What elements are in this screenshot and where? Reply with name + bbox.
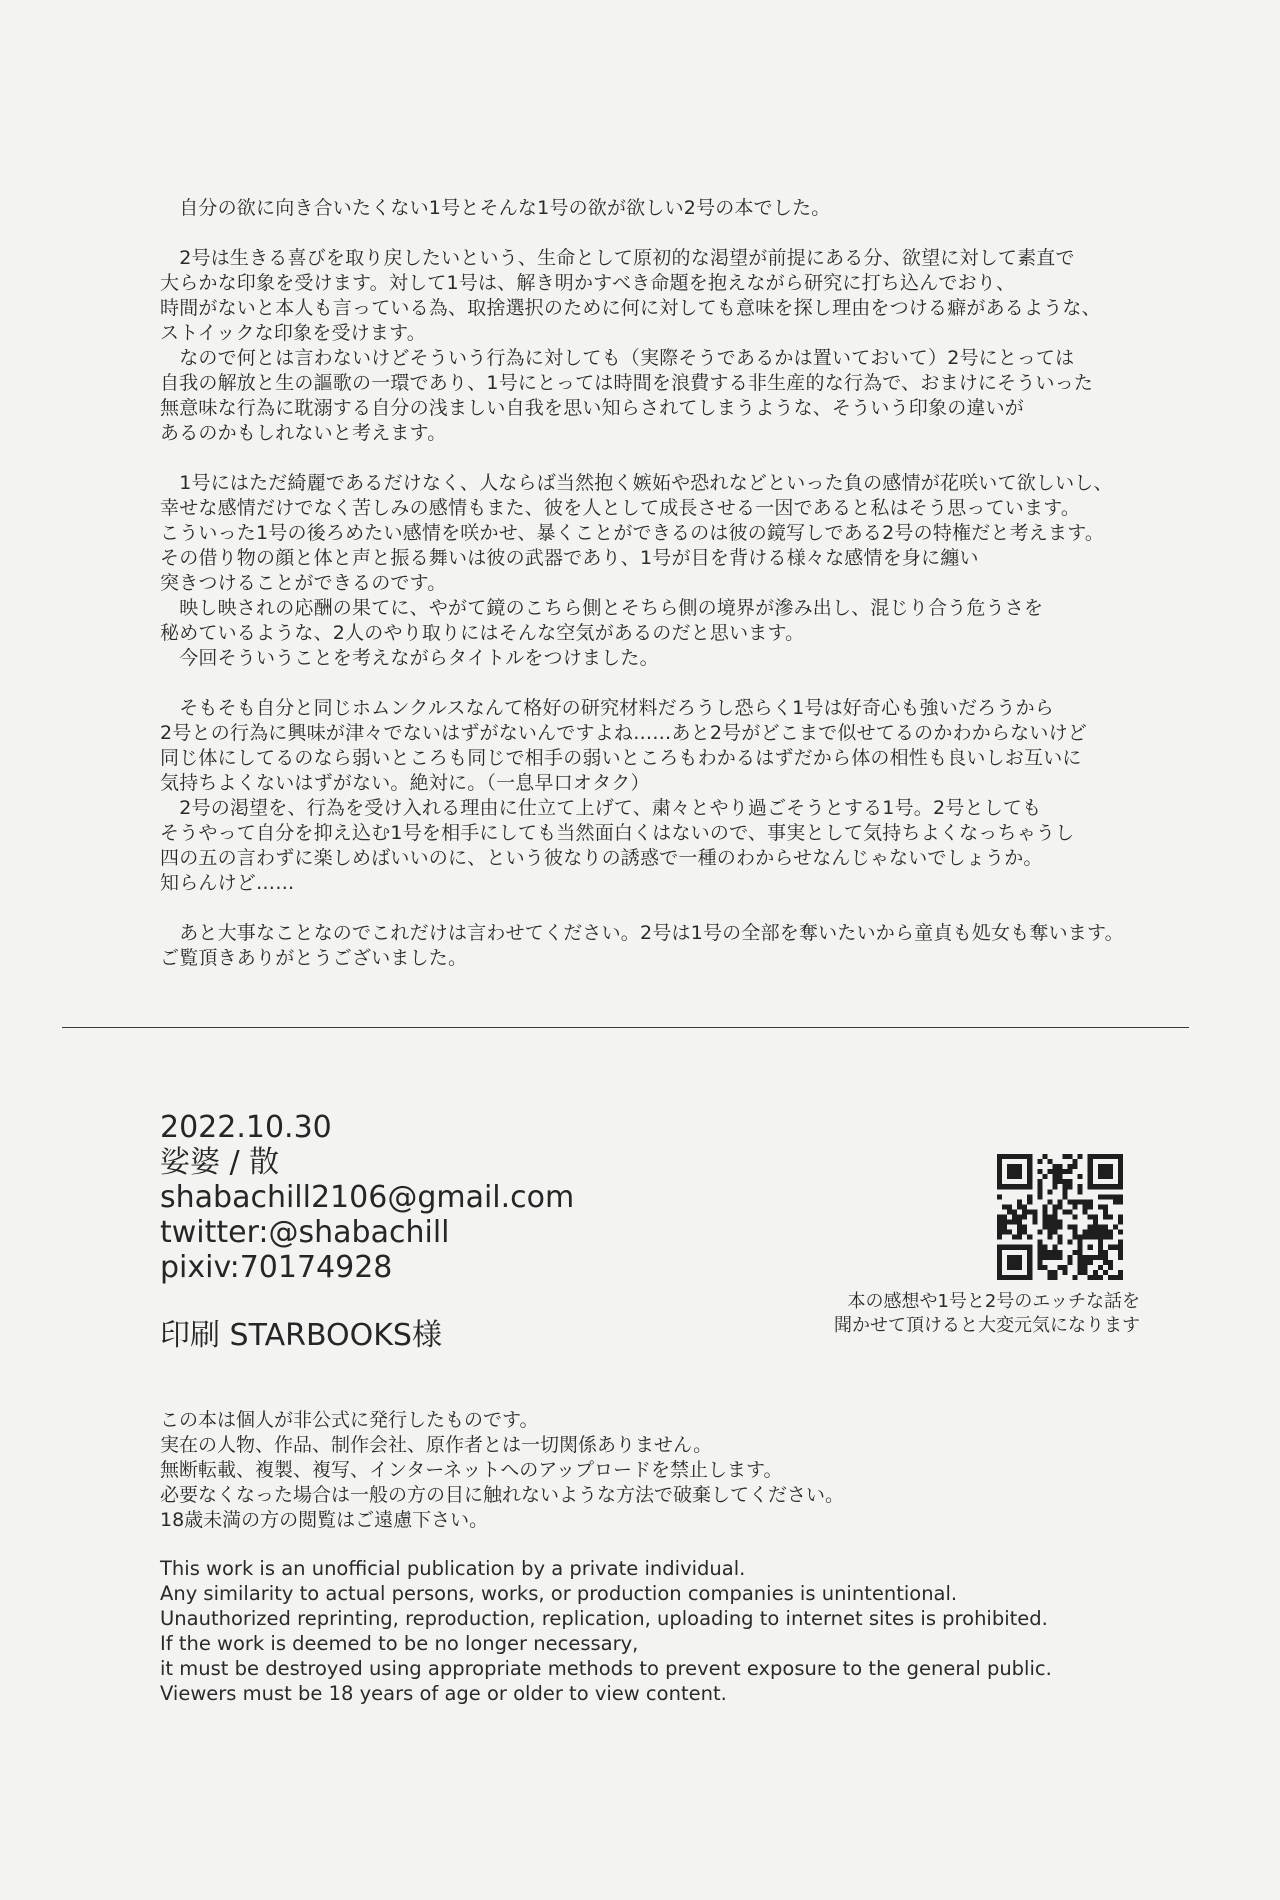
afterword-paragraph-4: [160, 696, 1200, 896]
notice-english: [160, 1556, 1052, 1706]
notice-line: This work is an unofficial publication by a private individual.: [160, 1557, 746, 1580]
afterword-paragraph-3: [160, 471, 1200, 671]
afterword-paragraph-2: [160, 246, 1200, 446]
notice-line: Unauthorized reprinting, reproduction, replication, uploading to internet sites is prohibited.: [160, 1607, 1048, 1630]
text-line: 2号は生きる喜びを取り戻したいという、生命として原初的な渇望が前提にある分、欲望に対して素直で: [160, 247, 1075, 269]
text-line: 2号の渇望を、行為を受け入れる理由に仕立て上げて、粛々とやり過ごそうとする1号。2号としても: [160, 797, 1042, 819]
afterword-text: [160, 196, 1200, 996]
afterword-paragraph-5: [160, 921, 1200, 971]
notice-line: この本は個人が非公式に発行したものです。: [160, 1409, 539, 1431]
text-line: 映し映されの応酬の果てに、やがて鏡のこちら側とそちら側の境界が滲み出し、混じり合う危うさを: [160, 597, 1044, 619]
text-line: その借り物の顔と体と声と振る舞いは彼の武器であり、1号が目を背ける様々な感情を身に纏い: [160, 547, 979, 569]
qr-code-icon[interactable]: [997, 1154, 1123, 1280]
text-line: こういった1号の後ろめたい感情を咲かせ、暴くことができるのは彼の鏡写しである2号の特権だと考えます。: [160, 522, 1105, 544]
notice-line: Any similarity to actual persons, works, or production companies is unintentional.: [160, 1582, 958, 1605]
text-line: 同じ体にしてるのなら弱いところも同じで相手の弱いところもわかるはずだから体の相性も良いしお互いに: [160, 747, 1082, 769]
text-line: 今回そういうことを考えながらタイトルをつけました。: [160, 647, 659, 669]
notice-line: 実在の人物、作品、制作会社、原作者とは一切関係ありません。: [160, 1434, 713, 1456]
text-line: 幸せな感情だけでなく苦しみの感情もまた、彼を人として成長させる一因であると私はそう思っています。: [160, 497, 1081, 519]
text-line: そもそも自分と同じホムンクルスなんて格好の研究材料だろうし恐らく1号は好奇心も強いだろうから: [160, 697, 1054, 719]
text-line: 四の五の言わずに楽しめばいいのに、という彼なりの誘惑で一種のわからせなんじゃないでしょうか。: [160, 847, 1043, 869]
text-line: ご覧頂きありがとうございました。: [160, 947, 468, 969]
notice-line: If the work is deemed to be no longer necessary,: [160, 1632, 639, 1655]
author-name: 娑婆 / 散: [160, 1145, 280, 1180]
printer-credit: 印刷 STARBOOKS様: [160, 1318, 442, 1353]
publication-date: 2022.10.30: [160, 1110, 332, 1145]
pixiv-id: pixiv:70174928: [160, 1250, 393, 1285]
text-line: 自分の欲に向き合いたくない1号とそんな1号の欲が欲しい2号の本でした。: [160, 197, 831, 219]
text-line: 無意味な行為に耽溺する自分の浅ましい自我を思い知らされてしまうような、そういう印象の違いが: [160, 397, 1025, 419]
afterword-paragraph-1: [160, 196, 1200, 221]
text-line: 2号との行為に興味が津々でないはずがないんですよね……あと2号がどこまで似せてるのかわからないけど: [160, 722, 1087, 744]
text-line: 大らかな印象を受けます。対して1号は、解き明かすべき命題を抱えながら研究に打ち込んでおり、: [160, 272, 1016, 294]
notice-line: Viewers must be 18 years of age or older to view content.: [160, 1682, 727, 1705]
text-line: ストイックな印象を受けます。: [160, 322, 426, 344]
notice-line: 無断転載、複製、複写、インターネットへのアップロードを禁止します。: [160, 1459, 783, 1481]
text-line: 気持ちよくないはずがない。絶対に。（一息早口オタク）: [160, 772, 650, 794]
notice-japanese: [160, 1408, 844, 1533]
colophon: [160, 1110, 574, 1285]
text-line: 自我の解放と生の謳歌の一環であり、1号にとっては時間を浪費する非生産的な行為で、おまけにそういった: [160, 372, 1094, 394]
qr-caption: [800, 1290, 1140, 1338]
qr-caption-line: 聞かせて頂けると大変元気になります: [834, 1315, 1140, 1336]
text-line: あるのかもしれないと考えます。: [160, 422, 447, 444]
text-line: 知らんけど……: [160, 872, 295, 894]
text-line: なので何とは言わないけどそういう行為に対しても（実際そうであるかは置いておいて）2号にとっては: [160, 347, 1075, 369]
qr-caption-line: 本の感想や1号と2号のエッチな話を: [847, 1291, 1140, 1312]
notice-line: 必要なくなった場合は一般の方の目に触れないような方法で破棄してください。: [160, 1484, 845, 1506]
notice-line: it must be destroyed using appropriate methods to prevent exposure to the general public.: [160, 1657, 1052, 1680]
notice-line: 18歳未満の方の閲覧はご遠慮下さい。: [160, 1509, 489, 1531]
text-line: 突きつけることができるのです。: [160, 572, 447, 594]
divider-line: [62, 1027, 1189, 1028]
text-line: 1号にはただ綺麗であるだけなく、人ならば当然抱く嫉妬や恐れなどといった負の感情が花咲いて欲しいし、: [160, 472, 1113, 494]
text-line: 秘めているような、2人のやり取りにはそんな空気があるのだと思います。: [160, 622, 805, 644]
text-line: そうやって自分を抑え込む1号を相手にしても当然面白くはないので、事実として気持ちよくなっちゃうし: [160, 822, 1075, 844]
text-line: 時間がないと本人も言っている為、取捨選択のために何に対しても意味を探し理由をつける癖があるような、: [160, 297, 1101, 319]
contact-email: shabachill2106@gmail.com: [160, 1180, 575, 1215]
twitter-handle: twitter:@shabachill: [160, 1215, 450, 1250]
text-line: あと大事なことなのでこれだけは言わせてください。2号は1号の全部を奪いたいから童貞も処女も奪います。: [160, 922, 1124, 944]
